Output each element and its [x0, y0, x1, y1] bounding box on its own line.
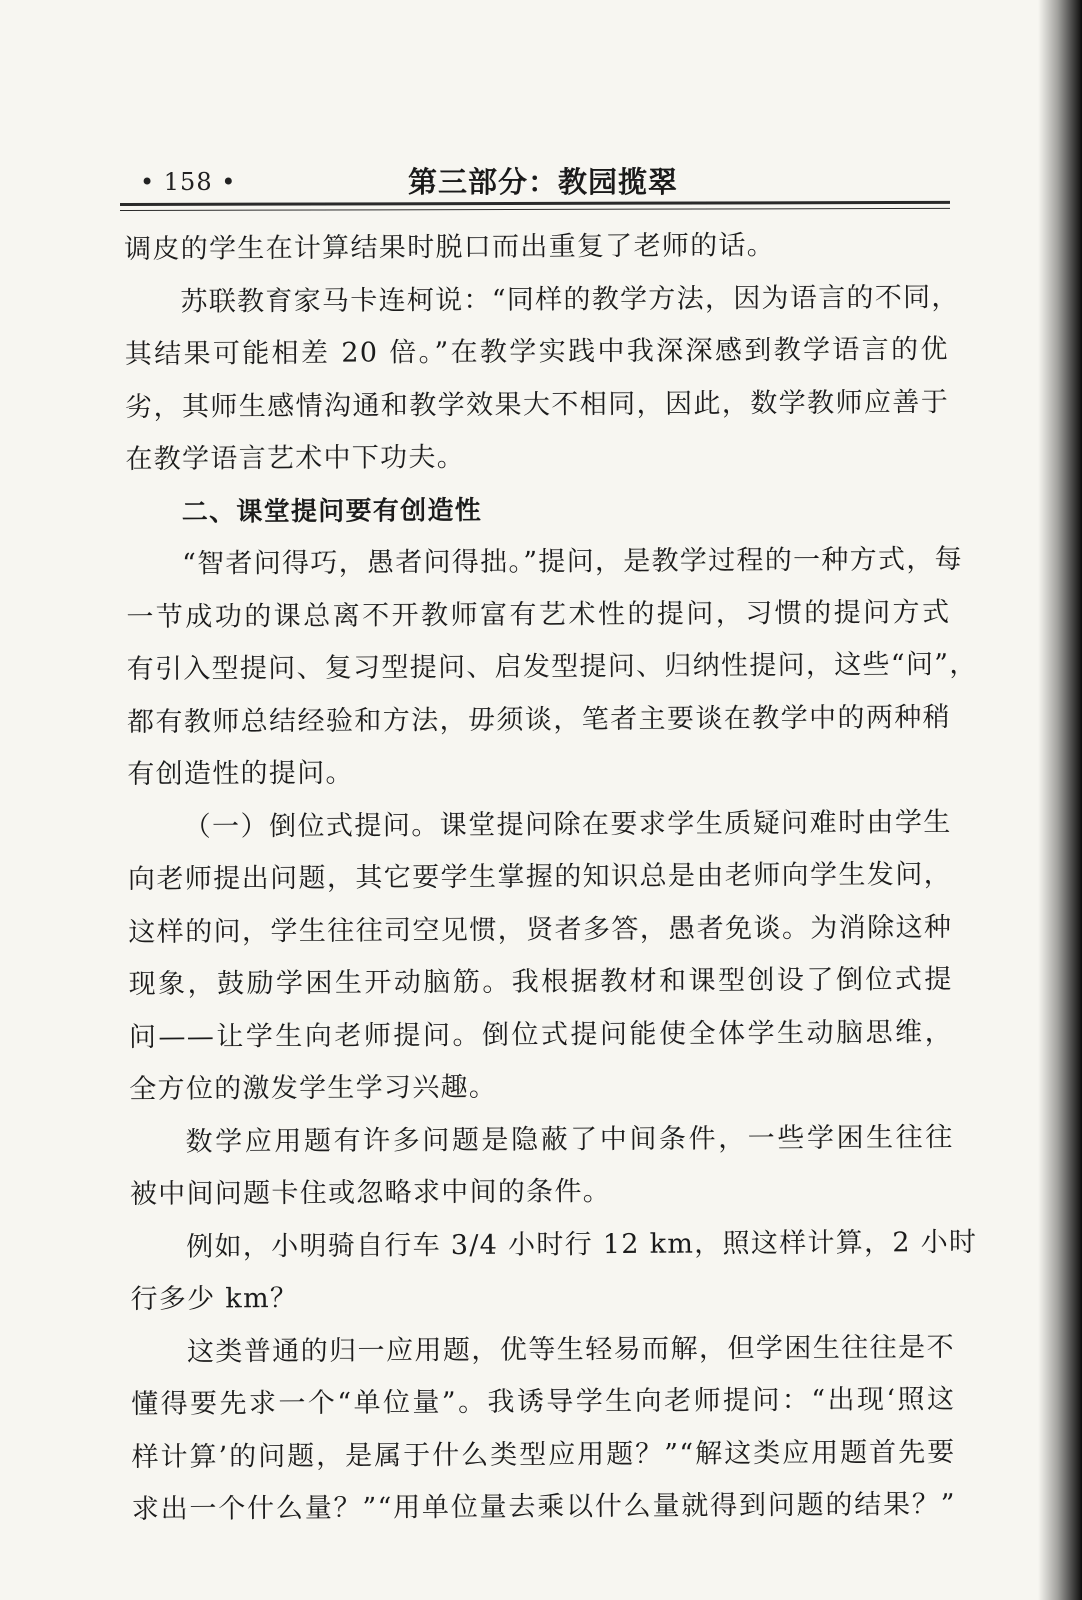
text-line: 懂得要先求一个“单位量”。我诱导学生向老师提问：“出现‘照这 — [131, 1383, 956, 1420]
text-line: 样计算’的问题，是属于什么类型应用题？”“解这类应用题首先要 — [131, 1436, 956, 1473]
text-line: 全方位的激发学生学习兴趣。 — [129, 1071, 498, 1105]
text-line: 苏联教育家马卡连柯说：“同样的教学方法，因为语言的不同， — [180, 281, 960, 318]
text-line: 行多少 km？ — [130, 1282, 299, 1315]
text-line: 现象，鼓励学困生开动脑筋。我根据教材和课型创设了倒位式提 — [128, 963, 953, 1000]
text-line: “智者问得巧，愚者问得拙。”提问，是教学过程的一种方式，每 — [181, 543, 963, 580]
running-header — [122, 160, 948, 202]
text-line: 有引入型提问、复习型提问、启发型提问、归纳性提问，这些“问”， — [126, 648, 978, 685]
header-rule-thin — [120, 208, 950, 211]
text-line: 在教学语言艺术中下功夫。 — [125, 441, 466, 475]
text-line: 这类普通的归一应用题，优等生轻易而解，但学困生往往是不 — [186, 1331, 955, 1368]
text-line: 向老师提出问题，其它要学生掌握的知识总是由老师向学生发问， — [127, 858, 953, 895]
body-text — [124, 219, 978, 1537]
text-line: （一）倒位式提问。课堂提问除在要求学生质疑问难时由学生 — [183, 806, 952, 843]
text-line: 有创造性的提问。 — [127, 757, 354, 790]
text-line: 调皮的学生在计算结果时脱口而出重复了老师的话。 — [124, 230, 776, 265]
text-line: 都有教师总结经验和方法，毋须谈，笔者主要谈在教学中的两种稍 — [126, 701, 952, 738]
text-line: 其结果可能相差 20 倍。”在教学实践中我深深感到教学语言的优 — [124, 333, 949, 370]
text-line: 被中间问题卡住或忽略求中间的条件。 — [129, 1176, 612, 1210]
page-number: • 158 • — [140, 168, 237, 196]
text-line: 问——让学生向老师提问。倒位式提问能使全体学生动脑思维， — [128, 1016, 954, 1053]
text-line: 数学应用题有许多问题是隐蔽了中间条件，一些学困生往往 — [185, 1121, 954, 1158]
text-line: 例如，小明骑自行车 3/4 小时行 12 km，照这样计算，2 小时 — [186, 1226, 978, 1263]
text-line: 一节成功的课总离不开教师富有艺术性的提问，习惯的提问方式 — [126, 596, 951, 633]
page-edge-shadow — [1038, 0, 1082, 1600]
text-line: 求出一个什么量？”“用单位量去乘以什么量就得到问题的结果？” — [131, 1488, 956, 1525]
section-heading: 二、课堂提问要有创造性 — [181, 495, 483, 528]
text-line: 劣，其师生感情沟通和教学效果大不相同，因此，数学教师应善于 — [125, 386, 950, 423]
section-title: 第三部分：教园揽翠 — [408, 165, 679, 199]
text-line: 这样的问，学生往往司空见惯，贤者多答，愚者免谈。为消除这种 — [128, 911, 953, 948]
